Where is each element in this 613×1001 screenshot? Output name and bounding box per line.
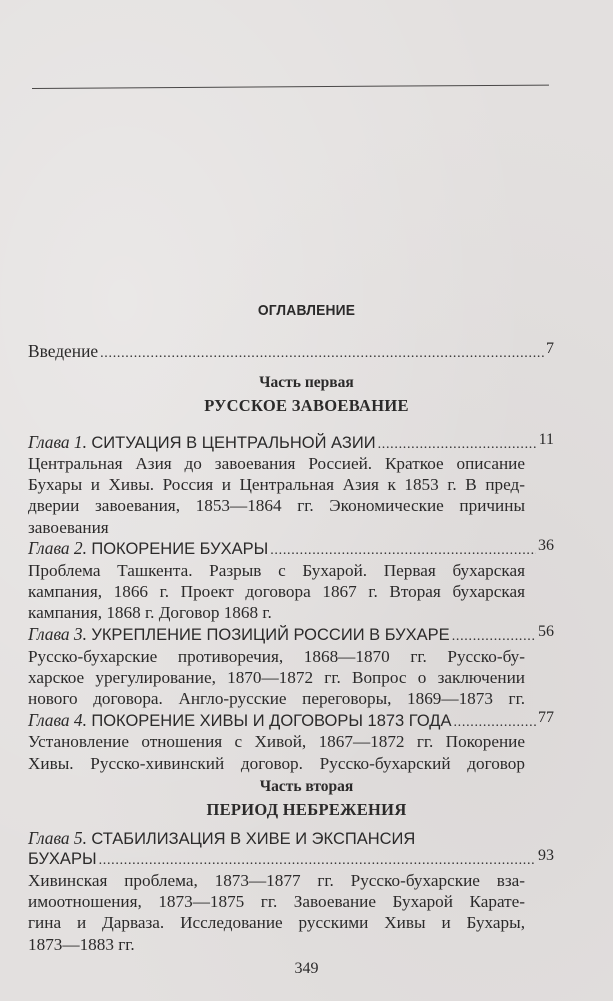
chapter-prefix: Глава 4. [28, 710, 87, 730]
chapter-description-line: Бухары и Хивы. Россия и Центральная Азия к 1853 г. В пред- [28, 475, 525, 494]
toc-entry-chapter-1[interactable] [28, 432, 554, 455]
dot-leader [270, 540, 536, 561]
entry-page: 56 [538, 623, 554, 640]
chapter-description-line: 1873—1883 гг. [28, 935, 135, 954]
chapter-prefix: Глава 2. [28, 538, 87, 558]
chapter-title-continued: БУХАРЫ [28, 850, 97, 868]
chapter-description-line: Установление отношения с Хивой, 1867—1872 гг. Покорение [28, 732, 525, 751]
chapter-title: ПОКОРЕНИЕ ХИВЫ И ДОГОВОРЫ 1873 ГОДА [91, 712, 452, 730]
chapter-description-line: Проблема Ташкента. Разрыв с Бухарой. Первая бухарская [28, 561, 525, 580]
chapter-description-line: Русско-бухарские противоречия, 1868—1870 гг. Русско-бу- [28, 647, 525, 666]
toc-entry-chapter-4[interactable] [28, 710, 554, 733]
chapter-description-line: Хивинская проблема, 1873—1877 гг. Русско-бухарские вза- [28, 871, 525, 890]
entry-page: 77 [538, 709, 554, 726]
chapter-heading [28, 432, 376, 454]
chapter-description-line: завоевания [28, 518, 109, 537]
chapter-heading [28, 538, 268, 560]
chapter-description-line: гина и Дарваза. Исследование русскими Хивы и Бухары, [28, 913, 525, 932]
toc-entry-introduction[interactable] [28, 341, 554, 364]
chapter-title: ПОКОРЕНИЕ БУХАРЫ [91, 540, 269, 558]
dot-leader [452, 626, 536, 647]
chapter-description-line: кампания, 1866 г. Проект договора 1867 г. Вторая бухарская [28, 582, 525, 601]
chapter-title: СИТУАЦИЯ В ЦЕНТРАЛЬНОЙ АЗИИ [91, 434, 376, 452]
toc-entry-chapter-5-continued[interactable] [28, 849, 554, 871]
chapter-title: УКРЕПЛЕНИЕ ПОЗИЦИЙ РОССИИ В БУХАРЕ [91, 626, 450, 644]
part-2-title: ПЕРИОД НЕБРЕЖЕНИЯ [206, 800, 407, 819]
toc-entry-chapter-2[interactable] [28, 538, 554, 561]
part-1-label: Часть первая [259, 374, 354, 391]
chapter-description-line: кампания, 1868 г. Договор 1868 г. [28, 603, 272, 622]
chapter-description-line: Центральная Азия до завоевания Россией. Краткое описание [28, 454, 525, 473]
part-2-label: Часть вторая [259, 778, 354, 795]
chapter-prefix: Глава 1. [28, 432, 87, 452]
chapter-description-line: Хивы. Русско-хивинский договор. Русско-бухарский договор [28, 754, 525, 773]
dot-leader [99, 850, 536, 871]
chapter-description-line: дверии завоевания, 1853—1864 гг. Экономические причины [28, 496, 525, 515]
page-number: 349 [294, 960, 319, 977]
part-1-title: РУССКОЕ ЗАВОЕВАНИЕ [204, 396, 409, 415]
entry-page: 93 [538, 847, 554, 864]
chapter-prefix: Глава 3. [28, 624, 87, 644]
chapter-description-line: харское урегулирование, 1870—1872 гг. Вопрос о заключении [28, 668, 525, 687]
chapter-description-line: имоотношения, 1873—1875 гг. Завоевание Бухарой Карате- [28, 892, 525, 911]
chapter-description-line: нового договора. Англо-русские переговоры, 1869—1873 гг. [28, 689, 525, 708]
toc-entry-chapter-5[interactable] [28, 828, 554, 850]
chapter-prefix: Глава 5. [28, 828, 87, 848]
chapter-heading [28, 624, 450, 646]
dot-leader [100, 343, 544, 364]
header-rule [32, 85, 549, 89]
entry-page: 7 [546, 340, 554, 357]
toc-title: ОГЛАВЛЕНИЕ [257, 302, 356, 319]
entry-page: 11 [538, 431, 554, 448]
toc-entry-chapter-3[interactable] [28, 624, 554, 647]
chapter-title: СТАБИЛИЗАЦИЯ В ХИВЕ И ЭКСПАНСИЯ [91, 830, 416, 848]
dot-leader [453, 712, 536, 733]
entry-page: 36 [538, 537, 554, 554]
dot-leader [378, 434, 537, 455]
entry-label: Введение [28, 341, 99, 361]
chapter-heading [28, 710, 451, 732]
